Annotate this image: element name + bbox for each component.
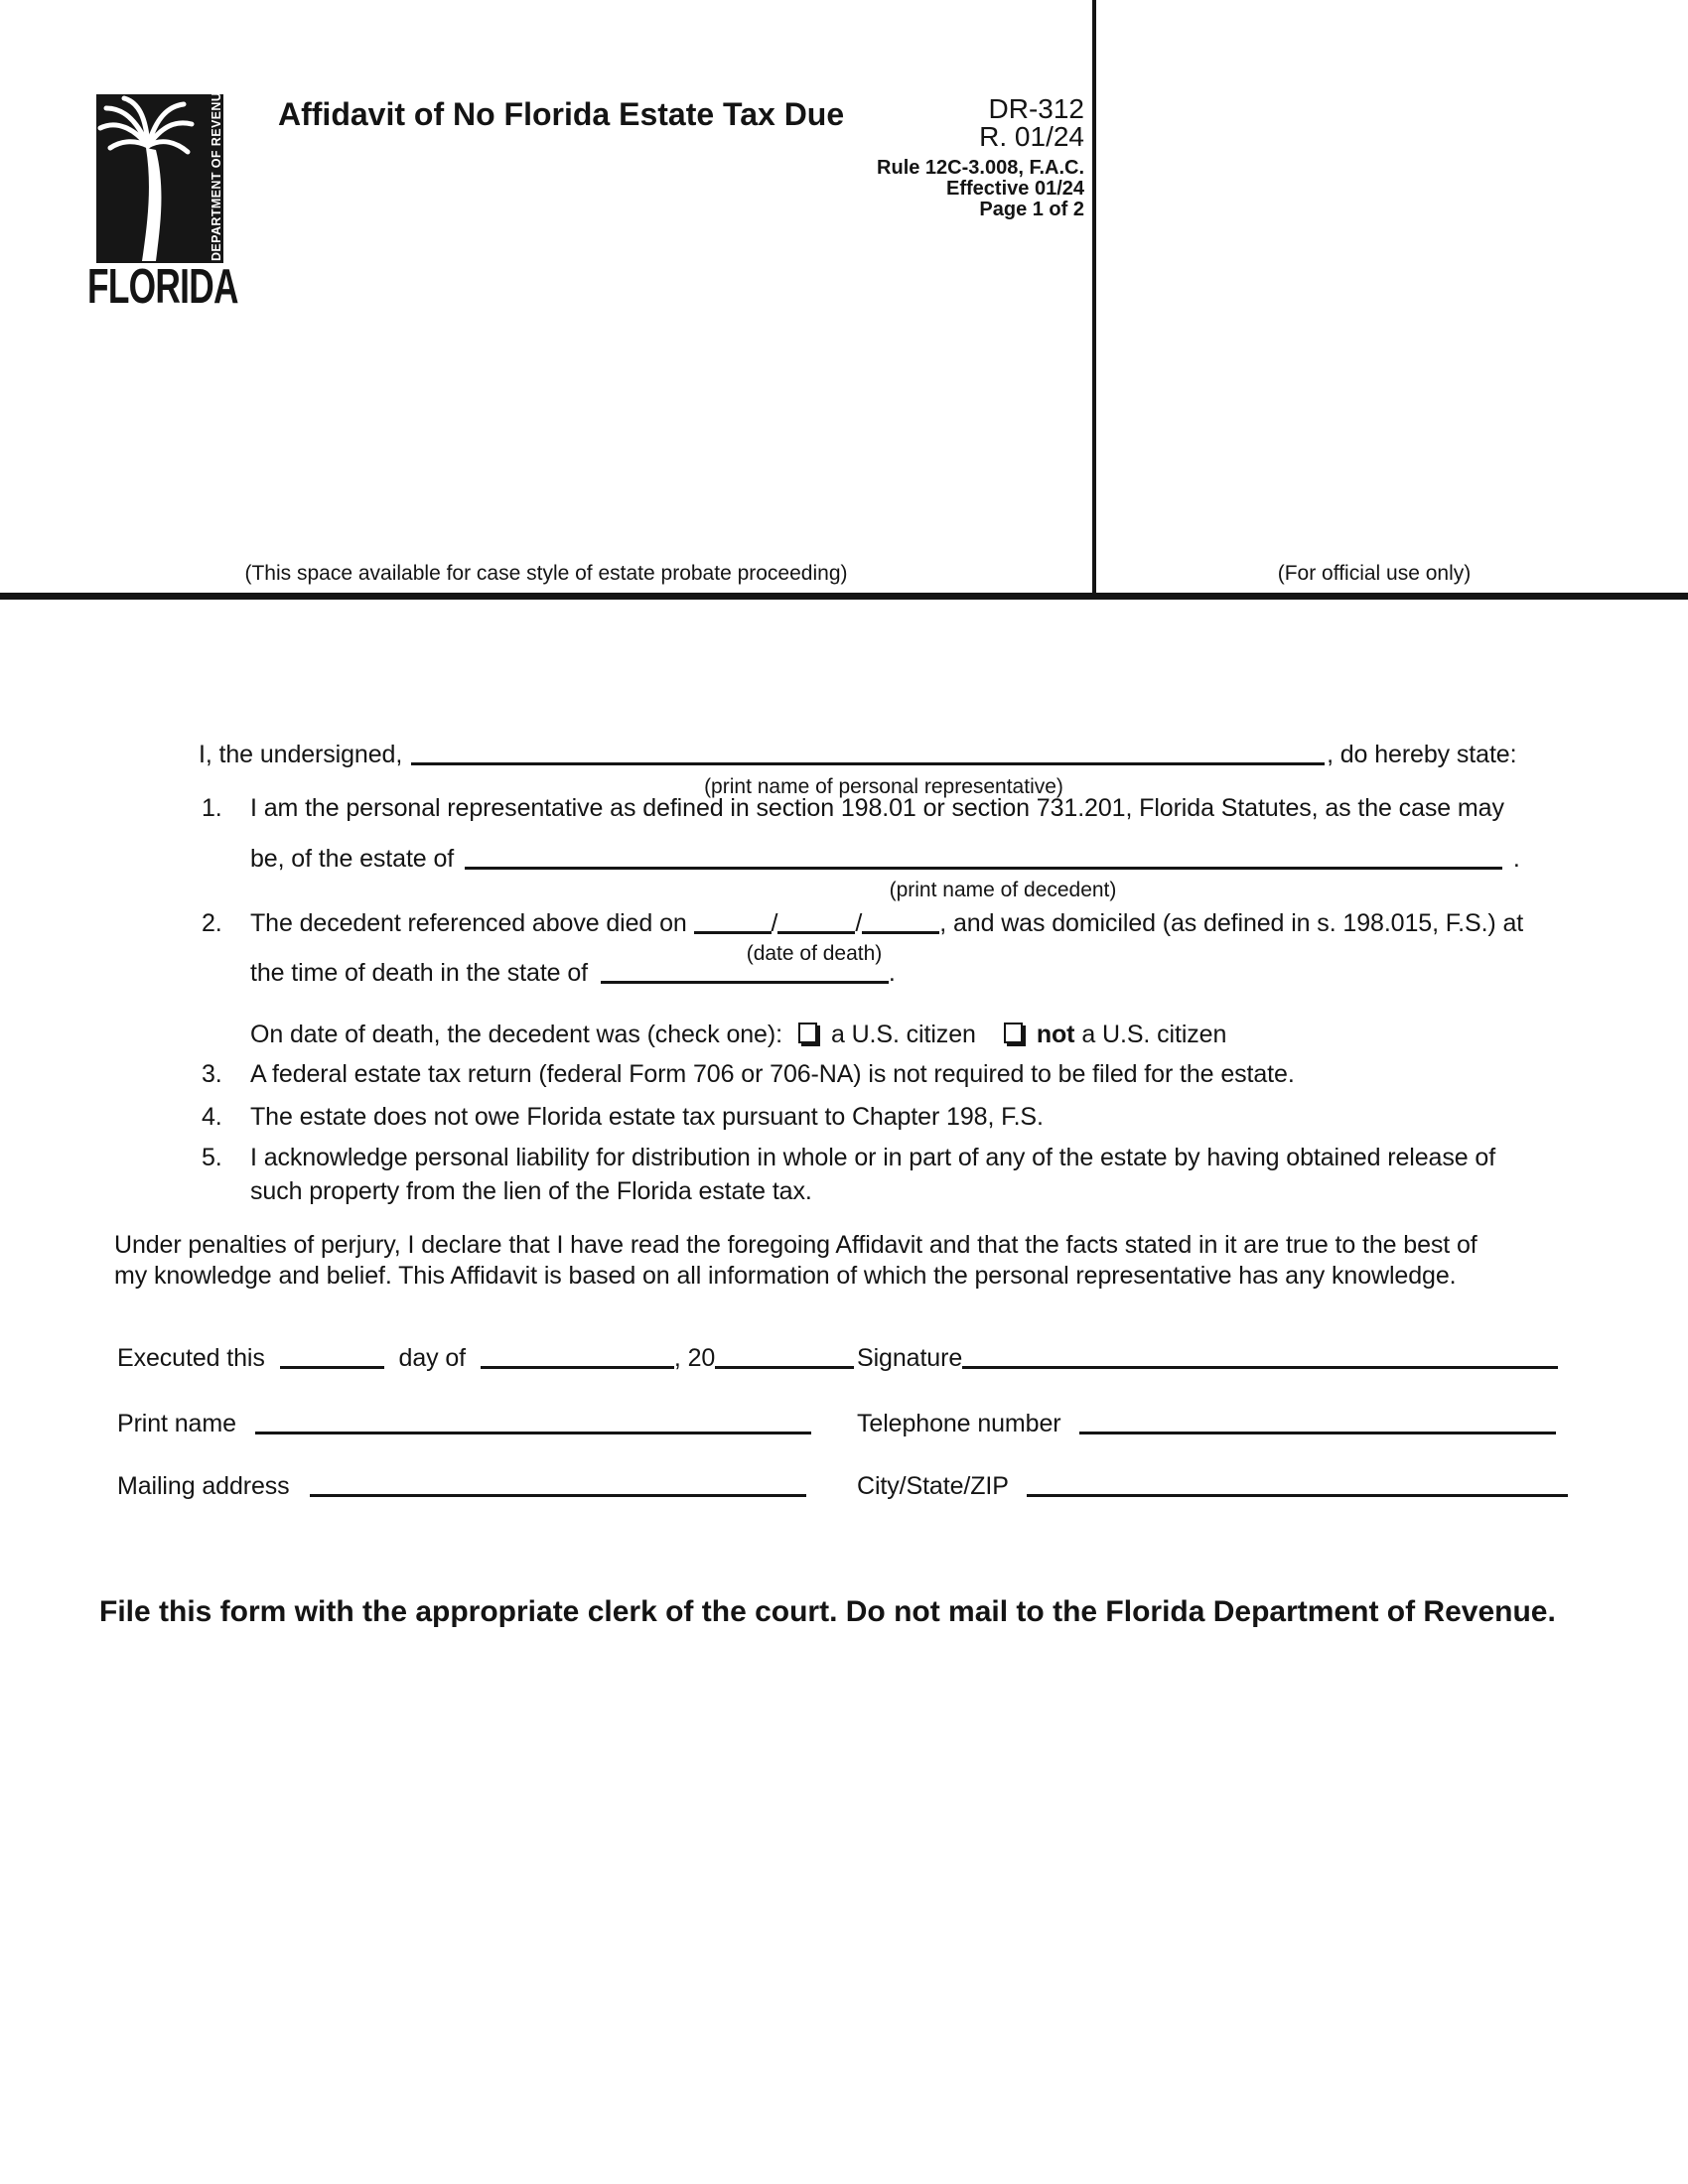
executed-day-blank[interactable]	[280, 1346, 384, 1369]
decedent-name-caption: (print name of decedent)	[889, 879, 1117, 901]
not-us-citizen-label: a U.S. citizen	[1081, 1021, 1227, 1048]
item-5-text-2: such property from the lien of the Florida estate tax.	[250, 1177, 812, 1205]
city-state-zip-blank[interactable]	[1027, 1474, 1568, 1497]
death-month-blank[interactable]	[694, 911, 772, 934]
form-revision: R. 01/24	[979, 121, 1084, 152]
form-meta-block	[737, 95, 1084, 220]
decedent-name-blank[interactable]	[465, 847, 1502, 870]
year-20-label: , 20	[673, 1344, 716, 1372]
item-5-line-2	[250, 1176, 812, 1207]
item-1-line-2	[250, 844, 1520, 875]
item-2-line-2	[250, 958, 896, 989]
form-number: DR-312	[988, 93, 1084, 124]
telephone-number-blank[interactable]	[1079, 1412, 1556, 1434]
personal-representative-caption: (print name of personal representative)	[704, 775, 1063, 798]
date-slash-2: /	[855, 909, 863, 937]
date-slash-1: /	[771, 909, 778, 937]
item-2-period: .	[888, 959, 896, 987]
palm-tree-icon	[96, 94, 196, 263]
not-label: not	[1036, 1021, 1075, 1048]
horizontal-rule	[0, 593, 1688, 600]
citizenship-line	[250, 1020, 1226, 1050]
mailing-address-line	[117, 1471, 806, 1502]
item-1-line-1	[202, 793, 1504, 824]
form-effective: Effective 01/24	[946, 178, 1084, 200]
print-name-line	[117, 1409, 811, 1439]
state-of-label: the time of death in the state of	[250, 959, 588, 987]
death-year-blank[interactable]	[862, 911, 939, 934]
signature-line	[857, 1343, 1558, 1374]
intro-line	[199, 740, 1516, 770]
form-rule: Rule 12C-3.008, F.A.C.	[877, 157, 1084, 179]
not-us-citizen-checkbox[interactable]	[1004, 1023, 1023, 1043]
form-title: Affidavit of No Florida Estate Tax Due	[278, 96, 845, 132]
form-page-number: Page 1 of 2	[979, 199, 1084, 220]
item-5-text-1: I acknowledge personal liability for distribution in whole or in part of any of the estate by having obtained release of	[250, 1144, 1496, 1171]
executed-line	[117, 1343, 854, 1374]
item-5-number: 5.	[202, 1144, 222, 1171]
perjury-line-1: Under penalties of perjury, I declare that I have read the foregoing Affidavit and that the facts stated in it are true to the best of	[114, 1231, 1477, 1259]
date-of-death-caption: (date of death)	[746, 942, 883, 965]
personal-representative-name-blank[interactable]	[411, 743, 1325, 765]
signature-blank[interactable]	[962, 1346, 1558, 1369]
item-2-line-1	[202, 908, 1523, 939]
item-1-text: I am the personal representative as defined in section 198.01 or section 731.201, Florida Statutes, as the case may	[250, 794, 1504, 822]
domicile-state-blank[interactable]	[601, 961, 889, 984]
estate-of-label: be, of the estate of	[250, 845, 455, 873]
telephone-line	[857, 1409, 1556, 1439]
executed-year-blank[interactable]	[715, 1346, 854, 1369]
print-name-blank[interactable]	[255, 1412, 811, 1434]
florida-wordmark: FLORIDA	[87, 260, 238, 314]
vertical-divider	[1092, 0, 1096, 597]
day-of-label: day of	[398, 1344, 467, 1372]
item-1-period: .	[1512, 845, 1520, 873]
perjury-line-2: my knowledge and belief. This Affidavit is based on all information of which the personal representative has any knowledge.	[114, 1262, 1457, 1290]
check-one-label: On date of death, the decedent was (check one):	[250, 1021, 782, 1048]
department-of-revenue-label: DEPARTMENT OF REVENUE	[210, 82, 223, 261]
florida-dor-logo	[96, 82, 223, 263]
city-state-zip-line	[857, 1471, 1568, 1502]
executed-this-label: Executed this	[117, 1344, 265, 1372]
us-citizen-label: a U.S. citizen	[830, 1021, 976, 1048]
intro-suffix: , do hereby state:	[1327, 741, 1517, 768]
item-5-line-1	[202, 1143, 1495, 1173]
mailing-address-label: Mailing address	[117, 1472, 290, 1500]
item-3-text: A federal estate tax return (federal Form 706 or 706-NA) is not required to be filed for the estate.	[250, 1060, 1295, 1088]
death-day-blank[interactable]	[777, 911, 855, 934]
us-citizen-checkbox[interactable]	[798, 1023, 817, 1043]
item-4-text: The estate does not owe Florida estate tax pursuant to Chapter 198, F.S.	[250, 1103, 1044, 1131]
died-on-label: The decedent referenced above died on	[250, 909, 687, 937]
item-2-number: 2.	[202, 909, 222, 937]
telephone-number-label: Telephone number	[857, 1410, 1061, 1437]
mailing-address-blank[interactable]	[310, 1474, 806, 1497]
perjury-paragraph	[114, 1230, 1477, 1292]
case-style-note: (This space available for case style of estate probate proceeding)	[244, 562, 848, 585]
item-3-line	[202, 1059, 1295, 1090]
city-state-zip-label: City/State/ZIP	[857, 1472, 1009, 1500]
item-4-line	[202, 1102, 1044, 1133]
item-4-number: 4.	[202, 1103, 222, 1131]
signature-label: Signature	[857, 1344, 963, 1372]
filing-instruction: File this form with the appropriate clerk of the court. Do not mail to the Florida Department of Revenue.	[99, 1595, 1556, 1628]
item-1-number: 1.	[202, 794, 222, 822]
print-name-label: Print name	[117, 1410, 236, 1437]
item-3-number: 3.	[202, 1060, 222, 1088]
official-use-note: (For official use only)	[1277, 562, 1472, 585]
executed-month-blank[interactable]	[481, 1346, 674, 1369]
domiciled-label: , and was domiciled (as defined in s. 198.015, F.S.) at	[939, 909, 1524, 937]
intro-prefix: I, the undersigned,	[199, 741, 403, 768]
